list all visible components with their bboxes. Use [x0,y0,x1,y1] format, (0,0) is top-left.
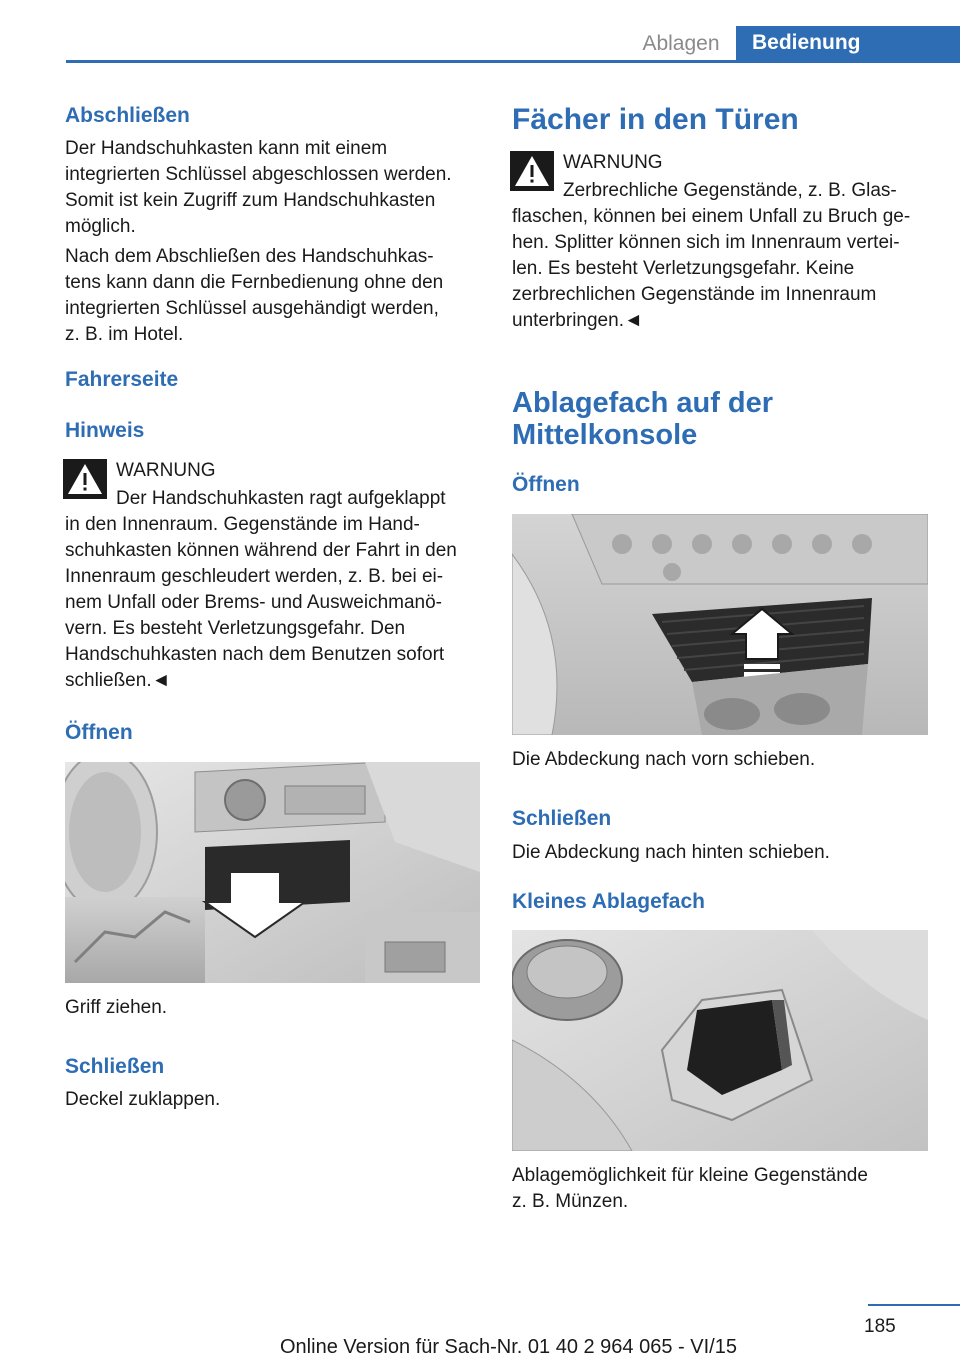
text-line: Innenraum geschleudert werden, z. B. bei ei‐ [65,566,444,587]
warning-first-line: Zerbrechliche Gegenstände, z. B. Glas‐ [563,180,897,201]
text-line: möglich. [65,216,136,237]
text-line: integrierten Schlüssel abgeschlossen werden. [65,164,452,185]
text-line: unterbringen.◄ [512,310,643,331]
text-line: nem Unfall oder Brems- und Ausweichmanö‐ [65,592,443,613]
heading-oeffnen: Öffnen [65,721,133,744]
heading-oeffnen-right: Öffnen [512,473,580,496]
tab-ablagen[interactable]: Ablagen [642,32,720,55]
text-line: in den Innenraum. Gegenstände im Hand‐ [65,514,420,535]
heading-line: Mittelkonsole [512,419,698,451]
heading-schliessen-left: Schließen [65,1055,165,1078]
heading-faecher: Fächer in den Türen [512,103,799,136]
text-line: len. Es besteht Verletzungsgefahr. Keine [512,258,855,279]
warning-first-line: Der Handschuhkasten ragt aufgeklappt [116,488,446,509]
heading-line: Ablagefach auf der [512,387,774,419]
footer-rule [868,1304,960,1306]
small-tray-figure [512,930,928,1151]
text-line: schließen.◄ [65,670,171,691]
text-line: hen. Splitter können sich im Innenraum vertei‐ [512,232,900,253]
text-line: flaschen, können bei einem Unfall zu Bruch ge‐ [512,206,911,227]
footer-online-version: Online Version für Sach-Nr. 01 40 2 964 065 - VI/15 [280,1336,737,1358]
heading-hinweis: Hinweis [65,419,145,442]
text-schliessen-right: Die Abdeckung nach hinten schieben. [512,842,830,863]
text-line: Ablagemöglichkeit für kleine Gegenstände [512,1165,868,1186]
heading-kleines-ablagefach: Kleines Ablagefach [512,890,705,913]
warning-icon [510,151,554,191]
text-line: vern. Es besteht Verletzungsgefahr. Den [65,618,406,639]
text-line: zerbrechlichen Gegenstände im Innenraum [512,284,877,305]
heading-schliessen-right: Schließen [512,807,612,830]
figure-caption-muenzen [512,1163,952,1215]
tab-bedienung[interactable]: Bedienung [736,26,960,62]
text-line: Der Handschuhkasten kann mit einem [65,138,388,159]
figure-caption-griff: Griff ziehen. [65,997,168,1018]
heading-abschliessen: Abschließen [65,104,190,127]
figure-caption-vorn: Die Abdeckung nach vorn schieben. [512,749,816,770]
text-schliessen-left: Deckel zuklappen. [65,1089,221,1110]
header-rule [66,60,960,63]
paragraph-abschliessen-1 [65,136,485,240]
text-line: tens kann dann die Fernbedienung ohne den [65,272,444,293]
text-line: z. B. im Hotel. [65,324,184,345]
glovebox-figure [65,762,480,983]
warning-text [512,204,952,334]
text-line: Handschuhkasten nach dem Benutzen sofort [65,644,445,665]
warning-text [65,512,485,694]
heading-ablagefach [512,387,773,451]
text-line: Nach dem Abschließen des Handschuhkas‐ [65,246,434,267]
text-line: Somit ist kein Zugriff zum Handschuhkasten [65,190,436,211]
warning-label: WARNUNG [116,460,216,481]
paragraph-abschliessen-2 [65,244,485,348]
warning-label: WARNUNG [563,152,663,173]
page-number: 185 [864,1316,896,1337]
text-line: integrierten Schlüssel ausgehändigt werden, [65,298,439,319]
text-line: schuhkasten können während der Fahrt in den [65,540,457,561]
warning-icon [63,459,107,499]
text-line: z. B. Münzen. [512,1191,629,1212]
center-console-figure [512,514,928,735]
heading-fahrerseite: Fahrerseite [65,368,179,391]
